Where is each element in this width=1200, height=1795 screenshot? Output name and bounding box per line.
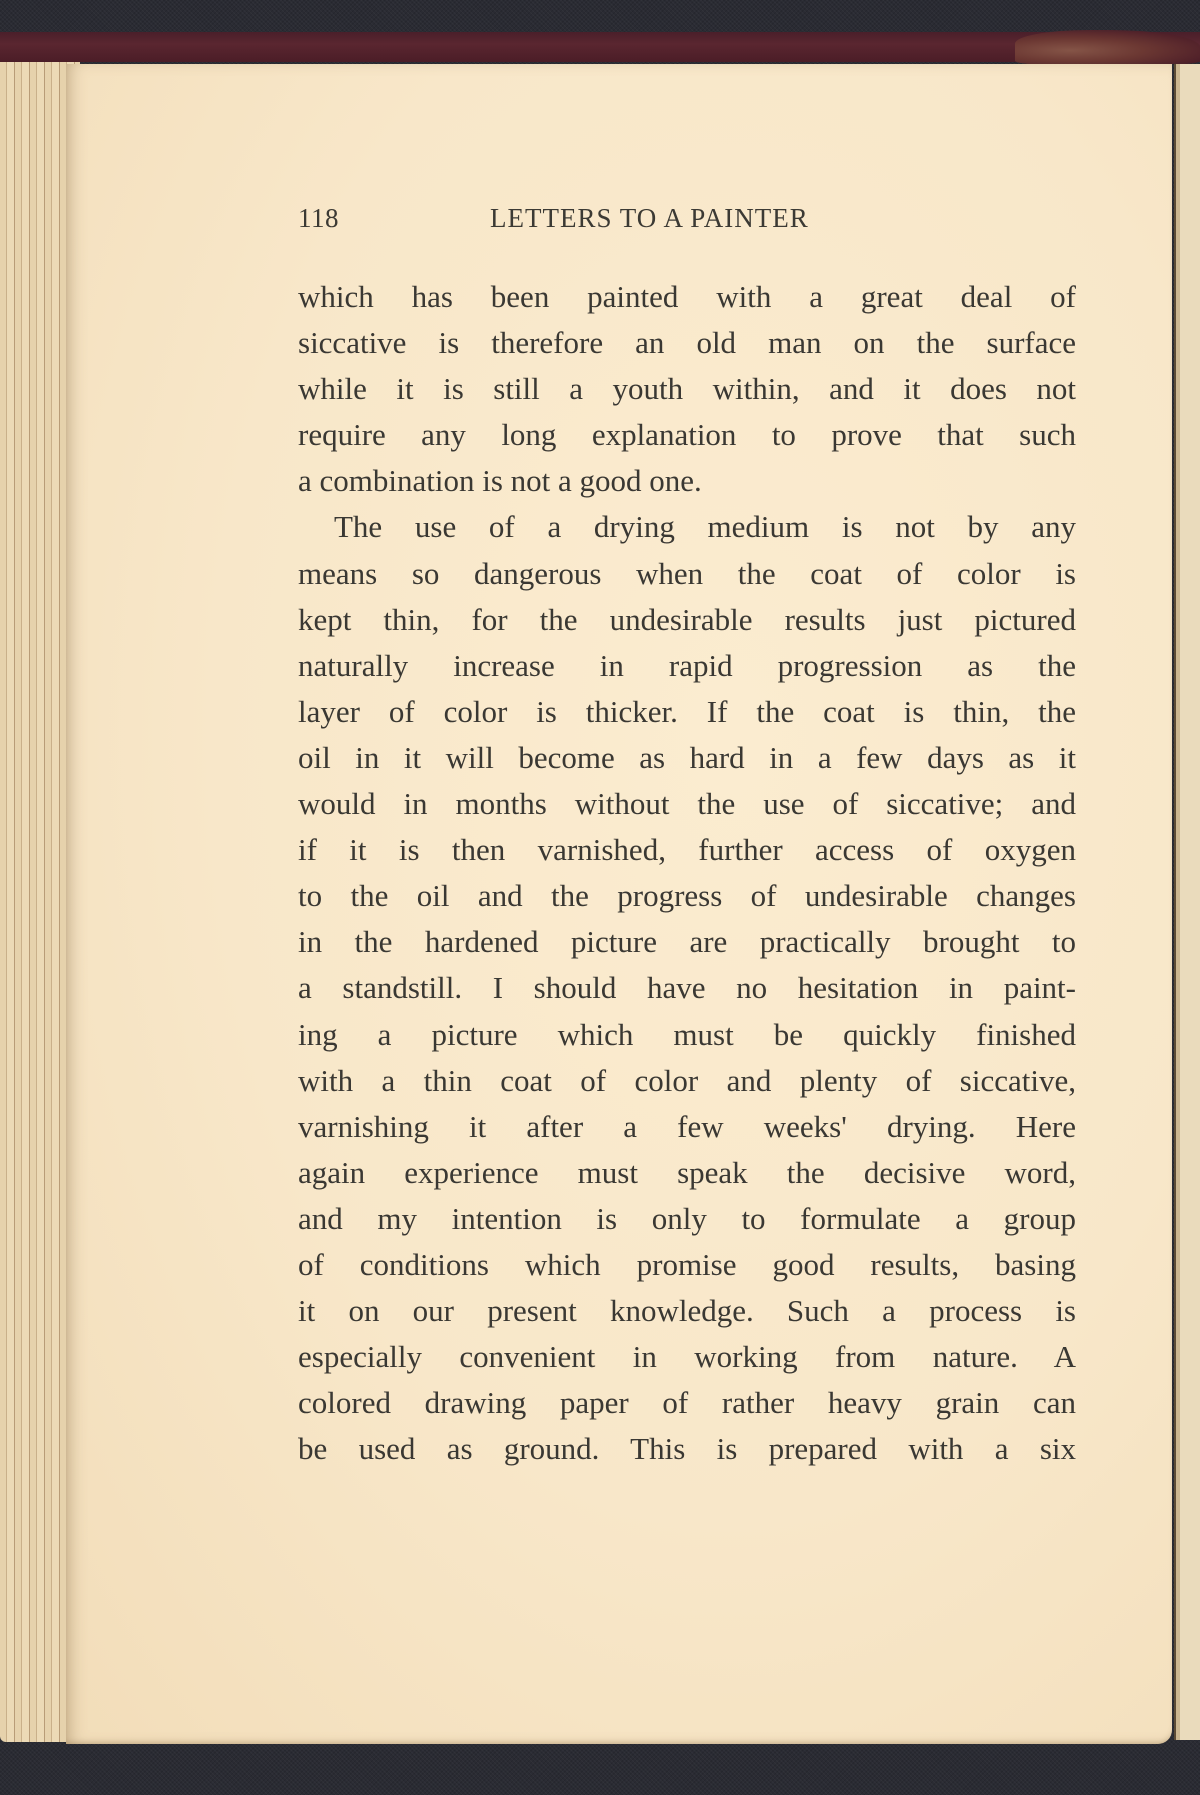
running-title: LETTERS TO A PAINTER xyxy=(490,203,809,233)
text-line: to the oil and the progress of undesirable changes xyxy=(298,878,1076,914)
text-line: with a thin coat of color and plenty of siccative, xyxy=(298,1062,1076,1098)
paragraph-1 xyxy=(298,274,1076,504)
body-text xyxy=(298,274,1076,1472)
text-line: naturally increase in rapid progression as the xyxy=(298,647,1076,683)
text-line: if it is then varnished, further access of oxygen xyxy=(298,832,1076,868)
running-header xyxy=(298,203,1078,243)
text-line: of conditions which promise good results, basing xyxy=(298,1246,1076,1282)
text-line: varnishing it after a few weeks' drying. Here xyxy=(298,1108,1076,1144)
text-line: which has been painted with a great deal of xyxy=(298,279,1076,314)
text-line: require any long explanation to prove that such xyxy=(298,417,1076,453)
frayed-headband xyxy=(1015,30,1200,64)
text-line: kept thin, for the undesirable results just pictured xyxy=(298,601,1076,637)
text-line: a combination is not a good one. xyxy=(298,463,702,499)
paragraph-2 xyxy=(298,504,1076,1472)
text-line: would in months without the use of siccative; and xyxy=(298,786,1076,822)
adjacent-page-edge xyxy=(1174,64,1200,1740)
text-line: layer of color is thicker. If the coat is thin, the xyxy=(298,693,1076,729)
text-line: ing a picture which must be quickly finished xyxy=(298,1016,1076,1052)
text-line: and my intention is only to formulate a group xyxy=(298,1200,1076,1236)
text-line: especially convenient in working from nature. A xyxy=(298,1339,1076,1375)
text-line: be used as ground. This is prepared with a six xyxy=(298,1431,1076,1467)
text-line: again experience must speak the decisive word, xyxy=(298,1154,1076,1190)
text-line: means so dangerous when the coat of color is xyxy=(298,555,1076,591)
text-line: a standstill. I should have no hesitation in paint- xyxy=(298,970,1076,1006)
text-line: colored drawing paper of rather heavy grain can xyxy=(298,1385,1076,1421)
text-line: siccative is therefore an old man on the surface xyxy=(298,325,1076,361)
text-line: in the hardened picture are practically brought to xyxy=(298,924,1076,960)
text-line: oil in it will become as hard in a few days as it xyxy=(298,739,1076,775)
text-line: while it is still a youth within, and it does not xyxy=(298,371,1076,407)
page-number: 118 xyxy=(298,203,339,233)
text-line: it on our present knowledge. Such a process is xyxy=(298,1293,1076,1329)
text-line: The use of a drying medium is not by any xyxy=(334,509,1076,545)
